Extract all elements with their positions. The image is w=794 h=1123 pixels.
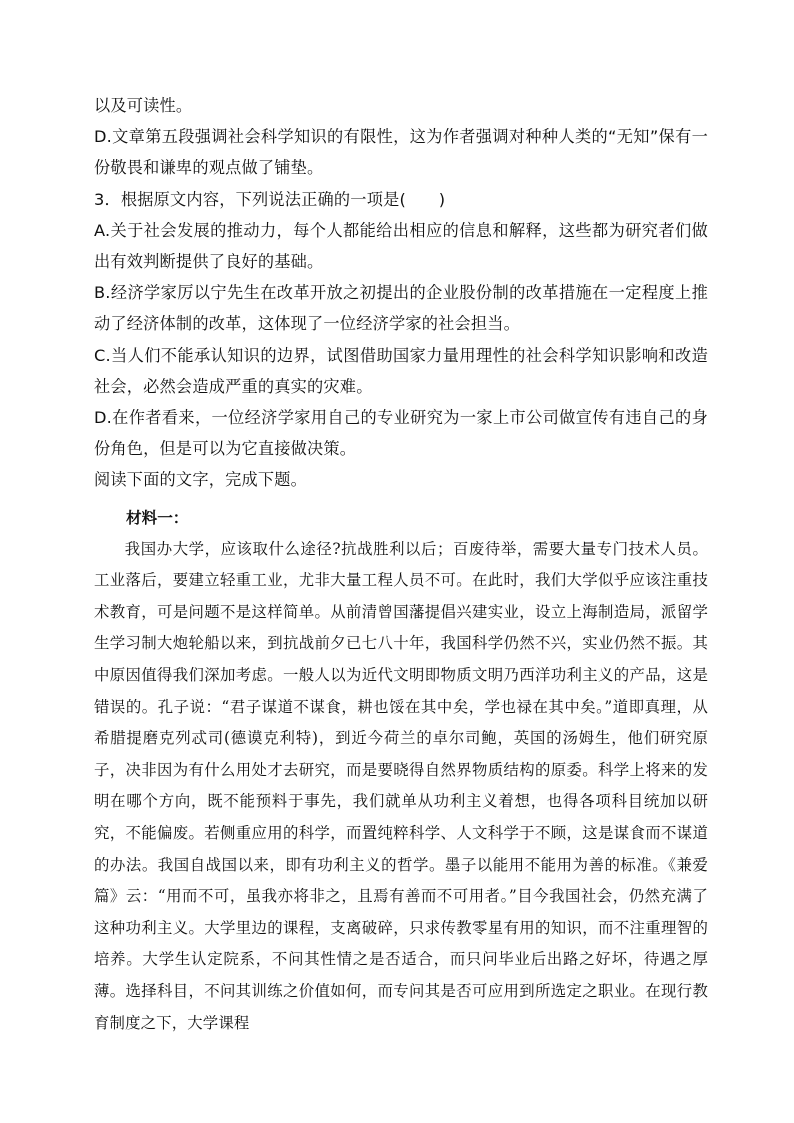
option-c-continuation: 以及可读性。 (94, 96, 193, 115)
question-3-stem: 3．根据原文内容，下列说法正确的一项是( ) (94, 189, 446, 209)
question-section (94, 90, 708, 496)
reading-instruction: 阅读下面的文字，完成下题。 (94, 470, 308, 490)
option-a-question-3: A.关于社会发展的推动力，每个人都能给出相应的信息和解释，这些都为研究者们做出有效判断提供了良好的基础。 (94, 220, 708, 272)
option-d-question-2: D.文章第五段强调社会科学知识的有限性，这为作者强调对种种人类的“无知”保有一份敬畏和谦卑的观点做了铺垫。 (94, 127, 708, 178)
option-b-question-3: B.经济学家厉以宁先生在改革开放之初提出的企业股份制的改革措施在一定程度上推动了经济体制的改革，这体现了一位经济学家的社会担当。 (94, 283, 708, 334)
material-heading: 材料一： (126, 507, 189, 527)
option-c-question-3: C.当人们不能承认知识的边界，试图借助国家力量用理性的社会科学知识影响和改造社会，必然会造成严重的真实的灾难。 (94, 345, 708, 396)
material-passage: 我国办大学，应该取什么途径?抗战胜利以后；百废待举，需要大量专门技术人员。工业落后，要建立轻重工业，尤非大量工程人员不可。在此时，我们大学似乎应该注重技术教育，可是问题不是这样简单。从前清曾国藩提倡兴建实业，设立上海制造局，派留学生学习制大炮轮船以来，到抗战前夕已七八十年，我国科学仍然不兴，实业仍然不振。其中原因值得我们深加考虑。一般人以为近代文明即物质文明乃西洋功利主义的产品，这是错误的。孔子说：“君子谋道不谋食，耕也馁在其中矣，学也禄在其中矣。”道即真理，从希腊提磨克列忒司(德谟克利特)，到近今荷兰的卓尔司鲍，英国的汤姆生，他们研究原子，决非因为有什么用处才去研究，而是要晓得自然界物质结构的原委。科学上将来的发明在哪个方向，既不能预料于事先，我们就单从功利主义着想，也得各项科目统加以研究，不能偏废。若侧重应用的科学，而置纯粹科学、人文科学于不顾，这是谋食而不谋道的办法。我国自战国以来，即有功利主义的哲学。墨子以能用不能用为善的标准。《兼爱篇》云：“用而不可，虽我亦将非之，且焉有善而不可用者。”目今我国社会，仍然充满了这种功利主义。大学里边的课程，支离破碎，只求传教零星有用的知识，而不注重理智的培养。大学生认定院系，不问其性情之是否适合，而只问毕业后出路之好坏，待遇之厚薄。选择科目，不问其训练之价值如何，而专问其是否可应用到所选定之职业。在现行教育制度之下，大学课程 (94, 539, 708, 1032)
option-d-question-3: D.在作者看来，一位经济学家用自己的专业研究为一家上市公司做宣传有违自己的身份角色，但是可以为它直接做决策。 (94, 408, 708, 459)
